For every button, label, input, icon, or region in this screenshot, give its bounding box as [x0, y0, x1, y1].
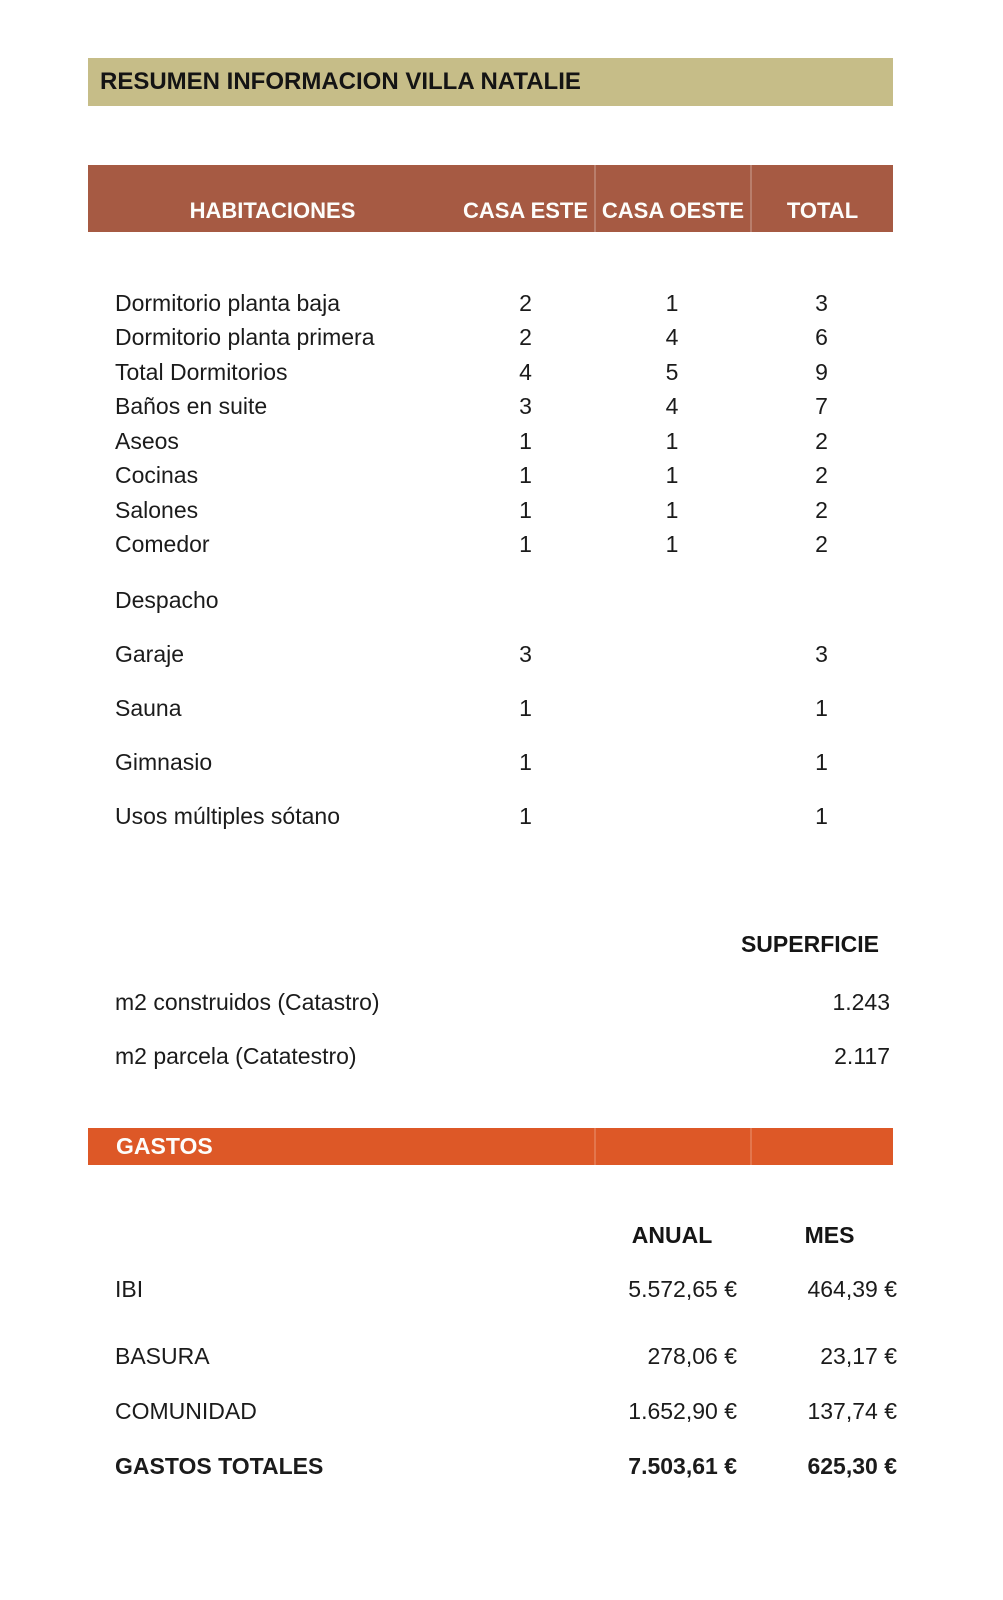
cell-mes: 464,39 € [807, 1276, 897, 1302]
gastos-section-header [88, 1128, 893, 1165]
header-anual: ANUAL [631, 1221, 713, 1248]
cell-mes: 137,74 € [807, 1398, 897, 1424]
table-row [88, 627, 893, 681]
page-title: RESUMEN INFORMACION VILLA NATALIE [100, 68, 581, 95]
table-row [88, 1384, 897, 1439]
cell-casa-este: 1 [519, 531, 532, 558]
table-row [88, 1029, 893, 1083]
row-label: Salones [115, 496, 199, 523]
row-label: Dormitorio planta primera [115, 324, 375, 351]
row-label: IBI [115, 1276, 144, 1302]
column-divider [750, 1128, 752, 1165]
table-row [88, 1329, 897, 1384]
cell-casa-este: 1 [519, 496, 532, 523]
cell-total: 2 [815, 496, 828, 523]
row-label: Usos múltiples sótano [115, 802, 340, 829]
table-row [88, 321, 893, 356]
header-mes: MES [804, 1221, 855, 1248]
cell-casa-oeste: 4 [665, 393, 679, 420]
cell-total: 1 [815, 802, 828, 829]
cell-total: 3 [815, 289, 828, 316]
cell-anual: 7.503,61 € [628, 1453, 737, 1479]
row-label: m2 parcela (Catatestro) [115, 1042, 357, 1069]
row-label: m2 construidos (Catastro) [115, 988, 380, 1015]
cell-casa-oeste: 4 [665, 324, 679, 351]
cell-casa-este: 2 [519, 324, 532, 351]
row-label: Dormitorio planta baja [115, 289, 341, 316]
cell-casa-este: 1 [519, 802, 532, 829]
table-row [88, 681, 893, 735]
cell-casa-este: 3 [519, 393, 532, 420]
cell-total: 2 [815, 427, 828, 454]
page-title-bar [88, 58, 893, 106]
cell-casa-este: 1 [519, 462, 532, 489]
cell-casa-este: 3 [519, 640, 532, 667]
cell-anual: 278,06 € [647, 1343, 737, 1369]
header-casa-este: CASA ESTE [462, 198, 589, 223]
header-total: TOTAL [750, 165, 893, 232]
table-row [88, 1262, 897, 1317]
row-label: Baños en suite [115, 393, 268, 420]
gastos-table [88, 1222, 897, 1494]
cell-casa-este: 1 [519, 427, 532, 454]
table-row [88, 390, 893, 425]
table-row [88, 355, 893, 390]
row-label: Total Dormitorios [115, 358, 288, 385]
row-label: Aseos [115, 427, 179, 454]
table-row [88, 1439, 897, 1494]
cell-casa-este: 4 [519, 358, 532, 385]
table-row [88, 424, 893, 459]
table-row [88, 528, 893, 563]
cell-casa-este: 1 [519, 694, 532, 721]
gastos-header-row [88, 1222, 897, 1248]
table-row [88, 735, 893, 789]
row-label: COMUNIDAD [115, 1398, 257, 1424]
cell-casa-oeste: 1 [665, 496, 679, 523]
cell-anual: 1.652,90 € [628, 1398, 737, 1424]
table-row [88, 975, 893, 1029]
table-row [88, 493, 893, 528]
column-divider [594, 1128, 596, 1165]
row-value: 1.243 [832, 988, 890, 1015]
cell-casa-este: 2 [519, 289, 532, 316]
cell-total: 3 [815, 640, 828, 667]
cell-anual: 5.572,65 € [628, 1276, 737, 1302]
header-habitaciones: HABITACIONES [189, 198, 356, 223]
cell-casa-oeste: 1 [665, 462, 679, 489]
superficie-header: SUPERFICIE [740, 931, 879, 957]
table-row [88, 789, 893, 843]
cell-total: 2 [815, 531, 828, 558]
gastos-section-title: GASTOS [116, 1133, 213, 1159]
cell-mes: 625,30 € [807, 1453, 897, 1479]
row-label: Despacho [115, 586, 219, 613]
cell-total: 7 [815, 393, 828, 420]
superficie-table [88, 975, 893, 1083]
cell-mes: 23,17 € [820, 1343, 897, 1369]
table-row [88, 286, 893, 321]
cell-total: 1 [815, 748, 828, 775]
cell-total: 1 [815, 694, 828, 721]
cell-total: 6 [815, 324, 828, 351]
table-row [88, 573, 893, 627]
cell-casa-oeste: 1 [665, 289, 679, 316]
row-label: Cocinas [115, 462, 199, 489]
cell-casa-oeste: 1 [665, 427, 679, 454]
row-label: Garaje [115, 640, 185, 667]
cell-casa-oeste: 1 [665, 531, 679, 558]
row-label: Comedor [115, 531, 210, 558]
row-label: GASTOS TOTALES [115, 1453, 324, 1479]
rooms-table-header [88, 165, 893, 232]
row-label: Sauna [115, 694, 182, 721]
cell-casa-oeste: 5 [665, 358, 679, 385]
cell-total: 2 [815, 462, 828, 489]
rooms-table-body [88, 286, 893, 843]
cell-total: 9 [815, 358, 828, 385]
cell-casa-este: 1 [519, 748, 532, 775]
table-row [88, 459, 893, 494]
row-value: 2.117 [834, 1042, 890, 1069]
row-label: Gimnasio [115, 748, 213, 775]
header-casa-oeste: CASA OESTE [594, 165, 750, 232]
row-label: BASURA [115, 1343, 210, 1369]
